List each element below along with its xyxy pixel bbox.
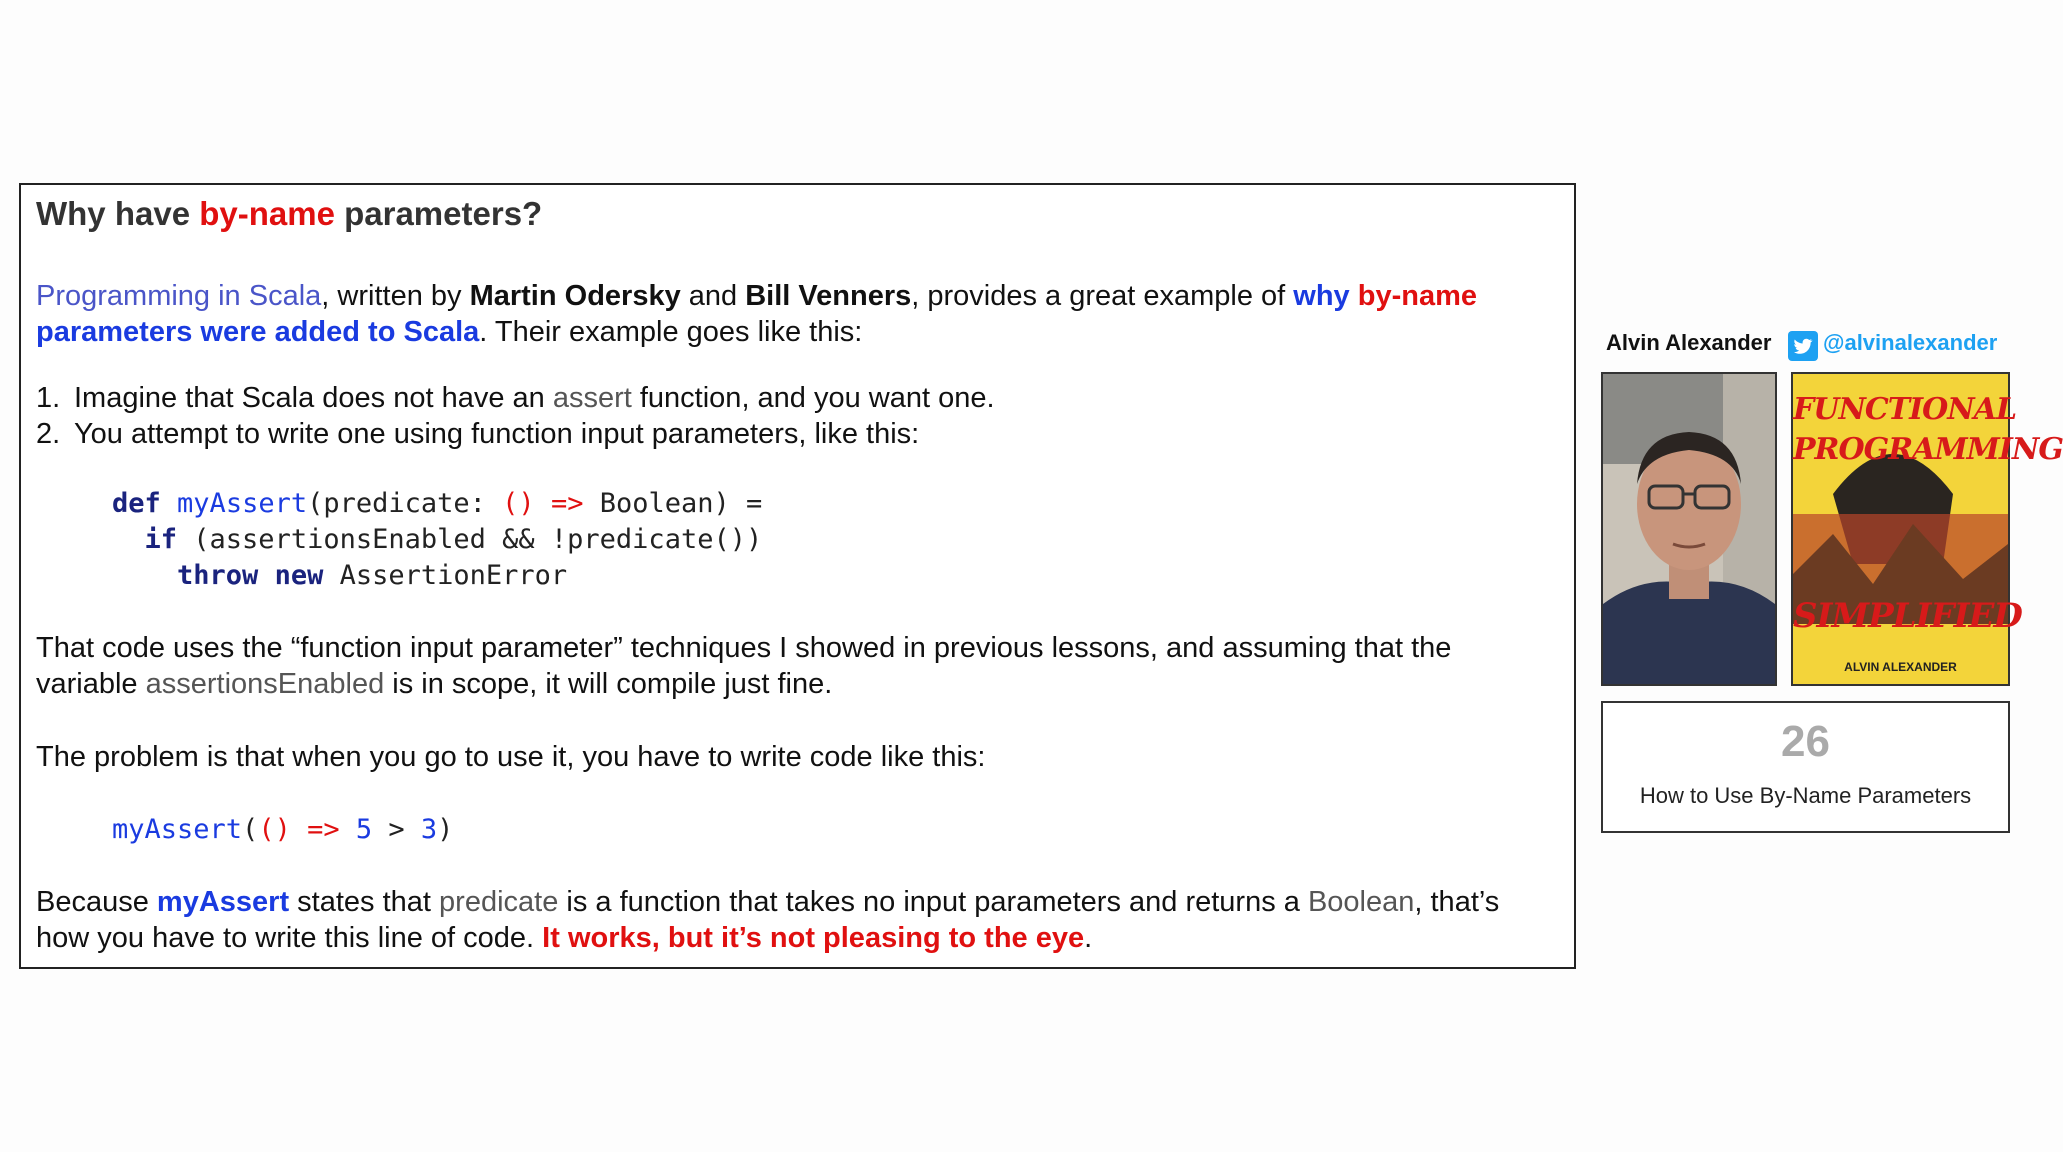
twitter-icon[interactable] (1788, 331, 1818, 361)
assertions-enabled-term: assertionsEnabled (145, 668, 385, 700)
steps-list (36, 380, 995, 452)
code-arrow: () => (502, 488, 584, 519)
paragraph-text: is in scope, it will compile just fine. (384, 668, 833, 700)
code-line (145, 524, 763, 555)
code-text: (assertionsEnabled && !predicate()) (177, 524, 763, 555)
code-number: 3 (420, 814, 438, 845)
paragraph-text: . (1084, 922, 1093, 954)
code-text: Boolean) = (583, 488, 763, 519)
list-item (36, 380, 995, 416)
code-keyword: def (112, 488, 161, 519)
presenter-photo (1601, 372, 1777, 686)
intro-text-3: , provides a great example of (911, 280, 1294, 312)
intro-paragraph (36, 278, 1566, 350)
intro-rest: . Their example goes like this: (479, 316, 863, 348)
book-link[interactable]: Programming in Scala (36, 280, 322, 312)
book-title-line-1: FUNCTIONAL (1793, 392, 2017, 427)
predicate-term: predicate (439, 886, 559, 918)
code-text: > (372, 814, 421, 845)
list-text-post: function, and you want one. (631, 382, 995, 414)
lesson-title: How to Use By-Name Parameters (1639, 783, 1972, 808)
warning-text: It works, but it’s not pleasing to the eye (542, 922, 1085, 954)
paragraph-line: The problem is that when you go to use it, you have to write code like this: (36, 741, 986, 773)
twitter-handle[interactable]: @alvinalexander (1823, 330, 1998, 355)
code-line (112, 488, 762, 519)
author-1: Martin Odersky (469, 280, 681, 312)
paragraph-text: how you have to write this line of code. (36, 922, 543, 954)
code-keyword: new (274, 560, 324, 591)
paragraph-line: That code uses the “function input parameter” techniques I showed in previous lessons, and assuming that the (36, 632, 1452, 664)
code-arrow: () => (258, 814, 340, 845)
list-number: 1. (36, 382, 61, 414)
list-text: Imagine that Scala does not have an (74, 382, 553, 414)
code-block-myassert (112, 486, 762, 594)
code-text: ) (437, 814, 454, 845)
intro-space (1350, 280, 1358, 312)
code-text: (predicate: (307, 488, 503, 519)
intro-by-name: by-name (1357, 280, 1478, 312)
title-post: parameters? (334, 195, 543, 232)
book-title-line-2: PROGRAMMING (1793, 432, 2063, 467)
intro-text-2: and (680, 280, 746, 312)
slide-title (36, 195, 542, 233)
paragraph-text: is a function that takes no input parameters and returns a (558, 886, 1308, 918)
lesson-card (1601, 701, 2010, 833)
lesson-number: 26 (1781, 717, 1830, 766)
code-line (177, 560, 567, 591)
code-number: 5 (355, 814, 373, 845)
intro-why: why (1293, 280, 1350, 312)
paragraph-text: states that (289, 886, 440, 918)
code-function: myAssert (112, 814, 243, 845)
presenter-name: Alvin Alexander (1606, 330, 1772, 355)
book-author: ALVIN ALEXANDER (1844, 660, 1957, 674)
code-block-usage (112, 812, 453, 848)
boolean-term: Boolean (1307, 886, 1415, 918)
title-pre: Why have (36, 195, 200, 232)
paragraph-text: , that’s (1414, 886, 1500, 918)
code-keyword: if (144, 524, 178, 555)
slide-panel (19, 183, 1576, 969)
book-cover[interactable] (1791, 372, 2063, 686)
code-keyword: throw (177, 560, 259, 591)
assert-term: assert (552, 382, 632, 414)
title-by-name: by-name (199, 195, 335, 232)
paragraph-problem (36, 739, 1566, 775)
paragraph-conclusion (36, 884, 1566, 956)
code-function: myAssert (177, 488, 308, 519)
code-text: ( (242, 814, 259, 845)
list-item (36, 416, 995, 452)
author-2: Bill Venners (745, 280, 912, 312)
myassert-term: myAssert (156, 886, 290, 918)
paragraph-techniques (36, 630, 1566, 702)
intro-text-1: , written by (321, 280, 470, 312)
paragraph-text: Because (36, 886, 157, 918)
intro-highlight: parameters were added to Scala (36, 316, 480, 348)
book-title-line-3: SIMPLIFIED (1793, 596, 2022, 636)
list-text: You attempt to write one using function input parameters, like this: (74, 418, 920, 450)
paragraph-text: variable (36, 668, 146, 700)
code-text: AssertionError (323, 560, 568, 591)
list-number: 2. (36, 418, 61, 450)
